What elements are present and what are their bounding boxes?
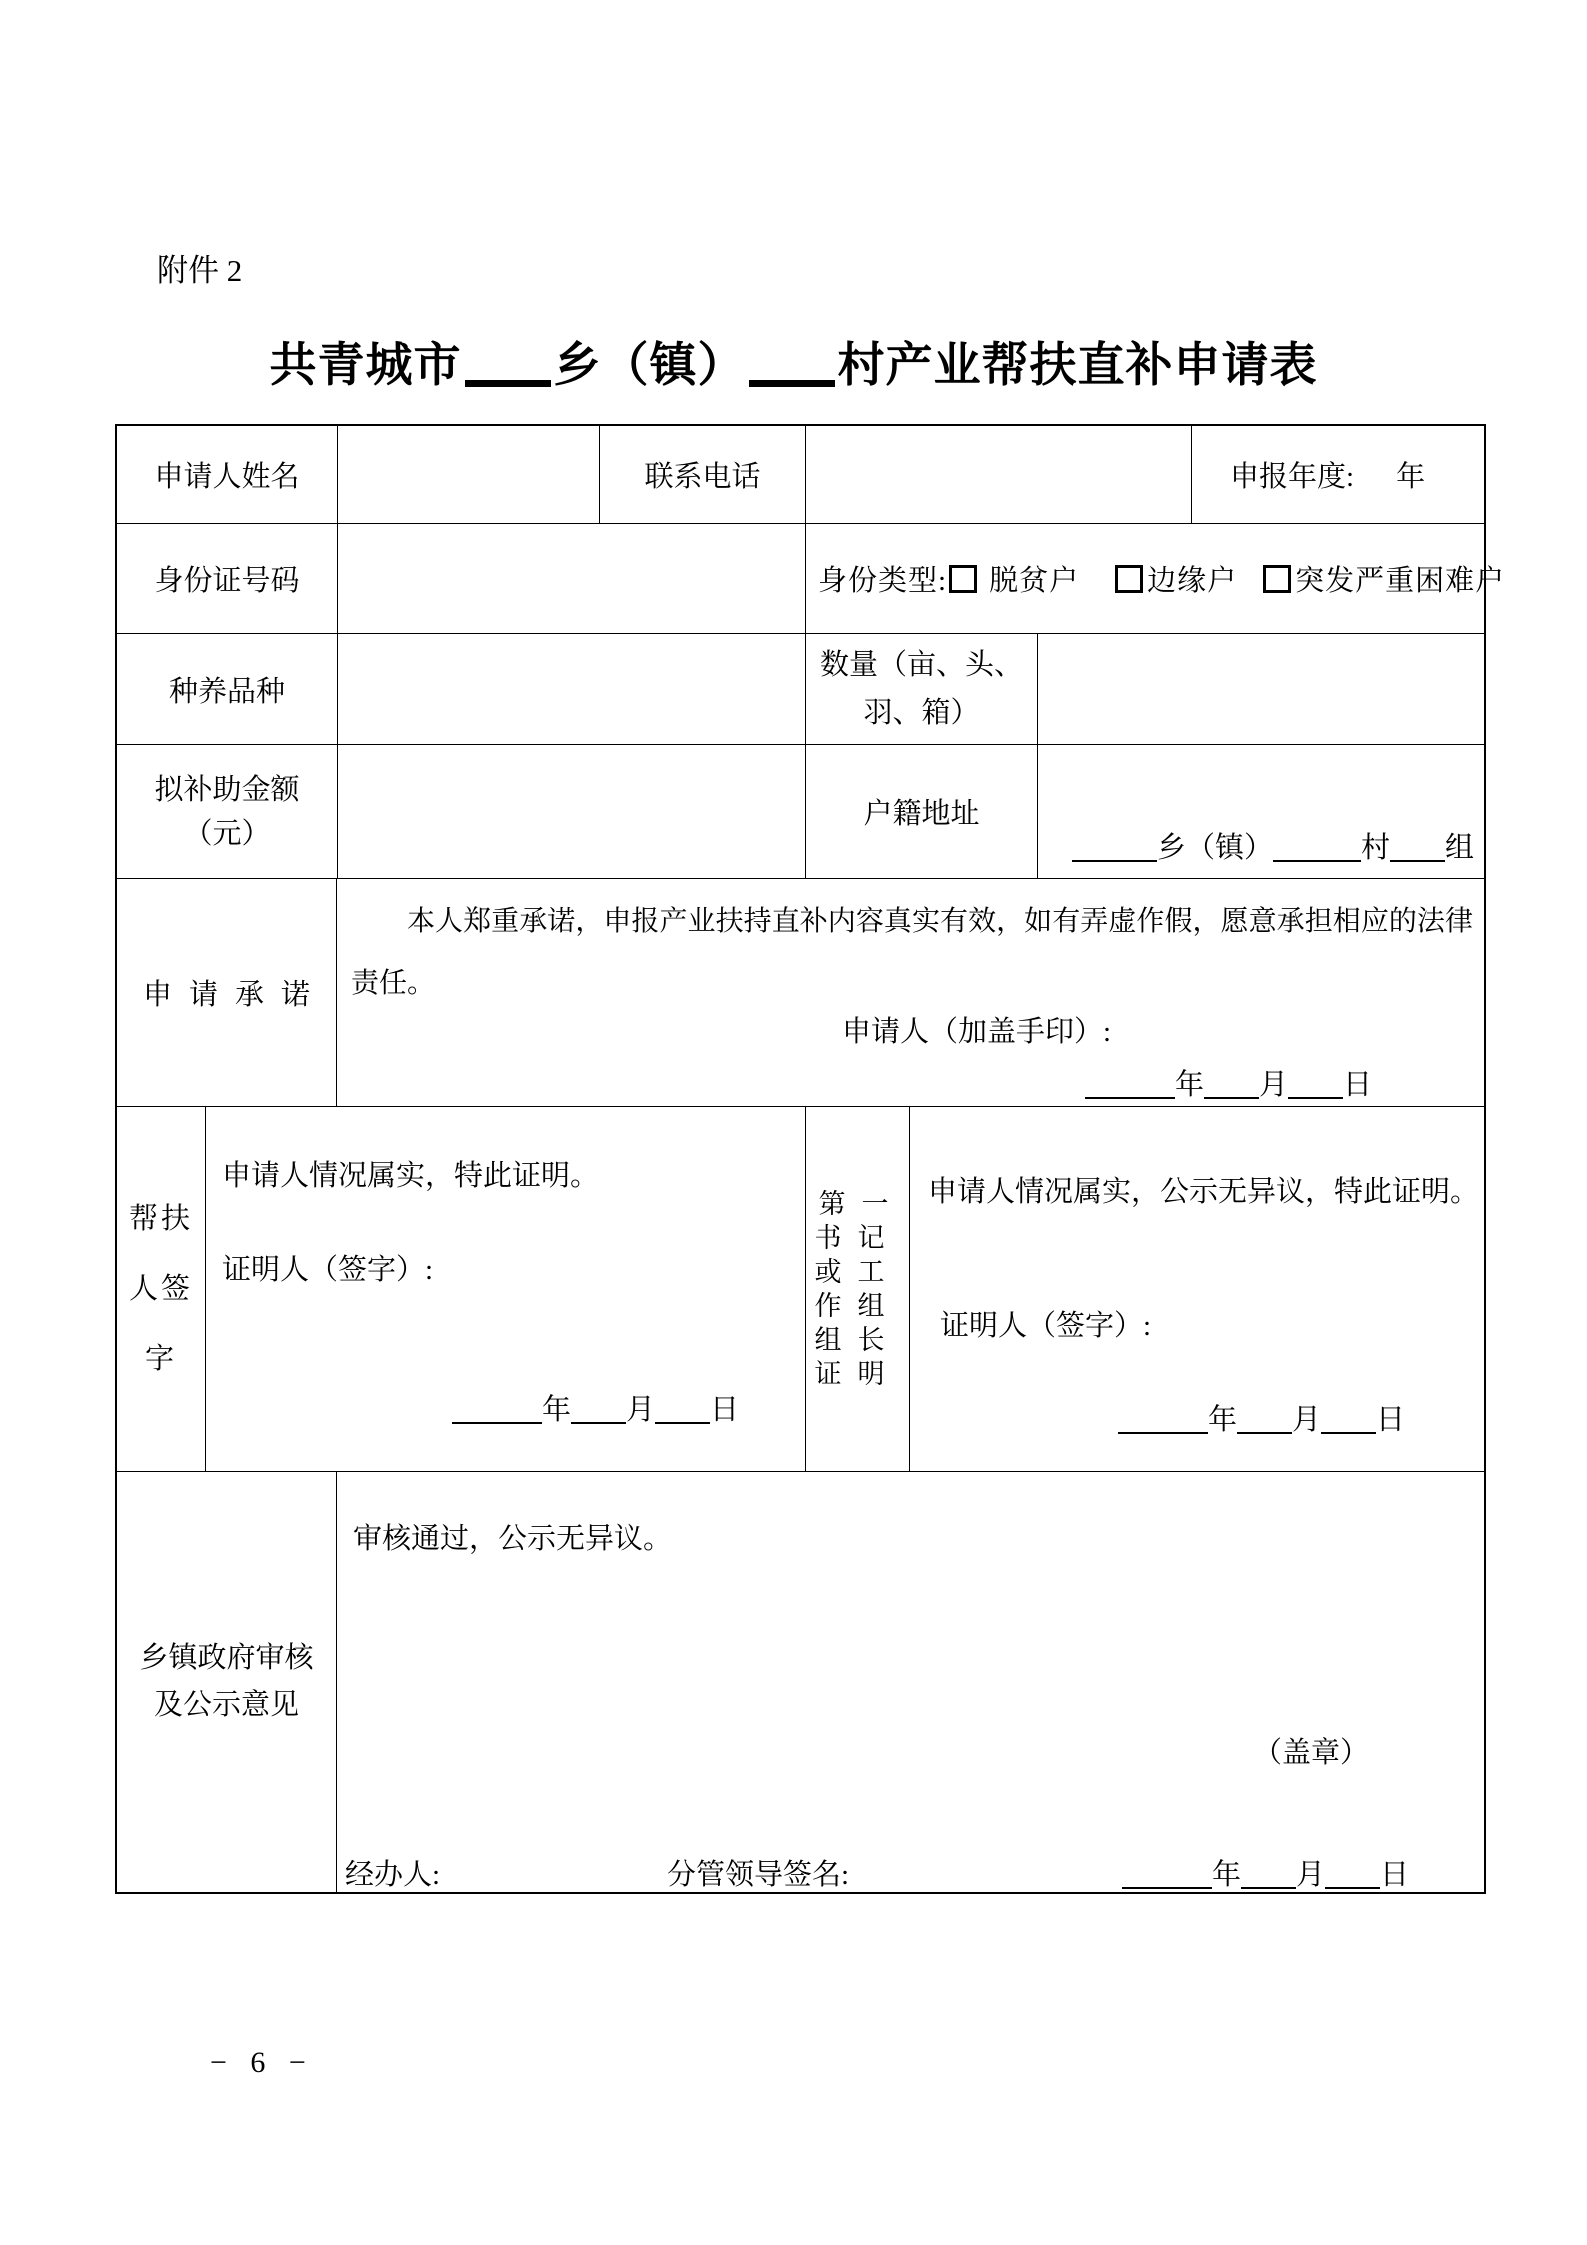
contact-phone-label: 联系电话 — [600, 426, 806, 523]
identity-type-label: 身份类型: — [818, 565, 948, 597]
helper-content-cell — [206, 1107, 806, 1471]
helper-signer-label: 证明人（签字）: — [222, 1254, 434, 1286]
identity-option-label: 突发严重困难户 — [1295, 565, 1506, 597]
document-title — [0, 328, 1587, 395]
commitment-signer-label: 申请人（加盖手印）: — [842, 1016, 1112, 1048]
review-content-cell — [337, 1472, 1484, 1892]
address-label: 户籍地址 — [806, 745, 1038, 878]
commitment-content-cell — [337, 879, 1484, 1106]
commitment-date-line: 年 月 日 — [1085, 1062, 1372, 1103]
commitment-statement: 本人郑重承诺，申报产业扶持直补内容真实有效，如有弄虚作假，愿意承担相应的法律责任。 — [351, 906, 1473, 999]
address-blank-line: 乡（镇） 村 组 — [1072, 825, 1474, 866]
identity-option-label: 边缘户 — [1147, 565, 1238, 597]
handler-label: 经办人: — [345, 1859, 441, 1891]
checkbox-tufa[interactable] — [1263, 565, 1291, 593]
contact-phone-value-cell — [806, 426, 1192, 523]
blank-year — [1118, 1432, 1208, 1434]
commitment-section-label-cell — [117, 879, 337, 1106]
applicant-name-value-cell — [338, 426, 600, 523]
page-number: − 6 − — [210, 2046, 306, 2079]
subsidy-amount-label: 拟补助金额 （元） — [154, 773, 300, 850]
identity-option-bianyuanhu — [1115, 558, 1237, 599]
blank-month — [571, 1422, 626, 1424]
commitment-section-label: 申请承诺 — [142, 979, 327, 1011]
review-date-line: 年 月 日 — [1122, 1852, 1409, 1893]
blank-group — [1390, 860, 1445, 862]
blank-village — [1273, 860, 1361, 862]
blank-day — [1325, 1887, 1380, 1889]
address-value-cell — [1038, 745, 1484, 878]
blank-year — [1085, 1097, 1175, 1099]
helper-statement: 申请人情况属实，特此证明。 — [222, 1160, 600, 1192]
blank-day — [1321, 1432, 1376, 1434]
helper-date-line: 年 月 日 — [452, 1387, 739, 1428]
secretary-section-label-cell — [806, 1107, 910, 1471]
variety-value-cell — [338, 634, 806, 744]
secretary-section-label: 第一书记或工作组组长证明 — [814, 1189, 905, 1389]
subsidy-amount-value-cell — [338, 745, 806, 878]
row-commitment — [117, 879, 1484, 1107]
row-certifications — [117, 1107, 1484, 1472]
identity-option-tuopinhu — [949, 558, 1079, 599]
quantity-value-cell — [1038, 634, 1484, 744]
identity-option-label: 脱贫户 — [989, 565, 1080, 597]
applicant-name-label: 申请人姓名 — [117, 426, 338, 523]
blank-month — [1237, 1432, 1292, 1434]
declare-year-label: 申报年度: — [1230, 461, 1355, 493]
secretary-date-line: 年 月 日 — [1118, 1397, 1405, 1438]
seal-label: （盖章） — [1253, 1737, 1370, 1769]
secretary-statement: 申请人情况属实，公示无异议，特此证明。 — [928, 1176, 1480, 1208]
quantity-label-cell — [806, 634, 1038, 744]
row-review — [117, 1472, 1484, 1892]
declare-year-unit: 年 — [1396, 461, 1426, 493]
subsidy-amount-label-cell — [117, 745, 338, 878]
review-statement: 审核通过，公示无异议。 — [353, 1523, 673, 1555]
title-part3: 村产业帮扶直补申请表 — [837, 340, 1318, 392]
declare-year-cell — [1192, 426, 1484, 523]
blank-year — [452, 1422, 542, 1424]
helper-section-label-cell — [117, 1107, 206, 1471]
title-blank-village — [749, 380, 835, 387]
blank-year — [1122, 1887, 1212, 1889]
row-breeding — [117, 634, 1484, 745]
secretary-signer-label: 证明人（签字）: — [940, 1310, 1152, 1342]
quantity-label: 数量（亩、头、羽、箱） — [819, 649, 1023, 729]
title-blank-township — [465, 380, 551, 387]
identity-type-cell — [806, 524, 1505, 633]
checkbox-bianyuanhu[interactable] — [1115, 565, 1143, 593]
helper-section-label: 帮扶人签字 — [128, 1203, 193, 1375]
checkbox-tuopinhu[interactable] — [949, 565, 977, 593]
blank-day — [655, 1422, 710, 1424]
review-section-label-cell — [117, 1472, 337, 1892]
attachment-label: 附件 2 — [157, 253, 243, 288]
leader-sign-label: 分管领导签名: — [667, 1859, 850, 1891]
review-section-label: 乡镇政府审核及公示意见 — [139, 1642, 314, 1721]
title-part1: 共青城市 — [269, 340, 462, 392]
application-form-table — [115, 424, 1506, 1894]
variety-label: 种养品种 — [117, 634, 338, 744]
title-part2: 乡（镇） — [553, 340, 746, 392]
blank-township — [1072, 860, 1157, 862]
identity-option-tufa — [1263, 558, 1505, 599]
row-applicant — [117, 426, 1484, 524]
id-number-value-cell — [338, 524, 806, 633]
blank-month — [1204, 1097, 1259, 1099]
blank-month — [1241, 1887, 1296, 1889]
row-identity — [117, 524, 1506, 634]
blank-day — [1288, 1097, 1343, 1099]
row-subsidy — [117, 745, 1484, 879]
secretary-content-cell — [910, 1107, 1484, 1471]
id-number-label: 身份证号码 — [117, 524, 338, 633]
